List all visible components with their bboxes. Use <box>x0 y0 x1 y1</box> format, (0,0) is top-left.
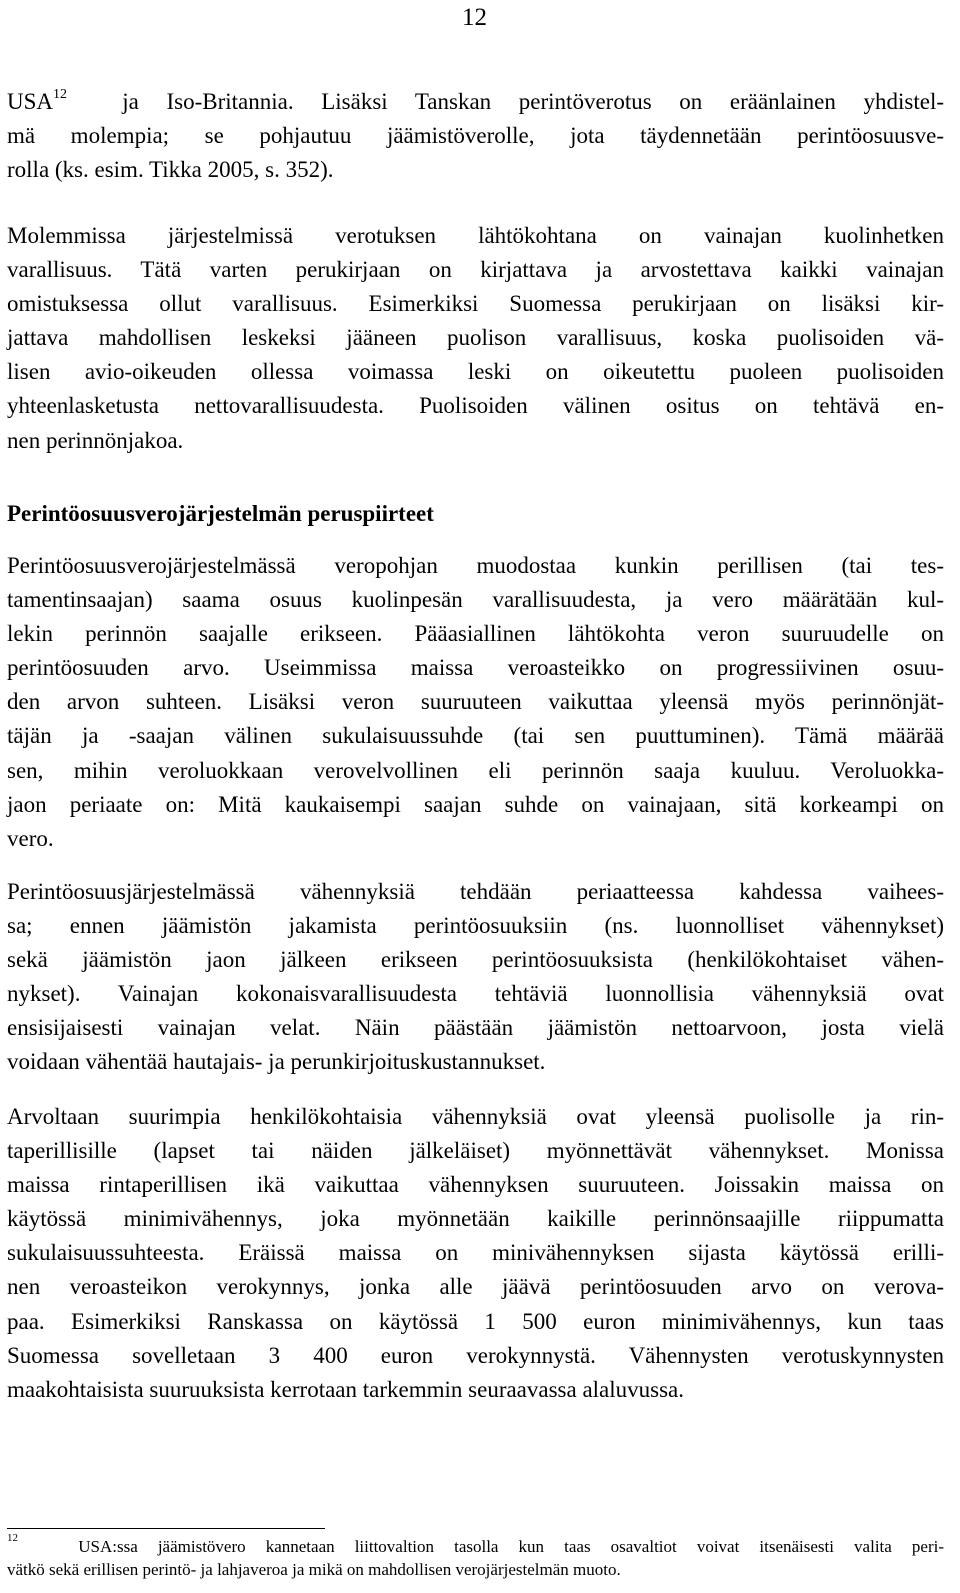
paragraph-line: Perintöosuusverojärjestelmässä veropohjan muodostaa kunkin perillisen (tai tes- <box>7 553 944 578</box>
paragraph-line: sukulaisuussuhteesta. Eräissä maissa on minivähennyksen sijasta käytössä erilli- <box>7 1240 944 1266</box>
paragraph-5 <box>7 1100 944 1407</box>
page-number: 12 <box>462 4 487 31</box>
footnote-marker: 12 <box>7 1532 18 1545</box>
paragraph-line: ensisijaisesti vainajan velat. Näin päästään jäämistön nettoarvoon, josta vielä <box>7 1015 944 1041</box>
footnote <box>7 1532 944 1581</box>
paragraph-4 <box>7 875 944 1080</box>
paragraph-line: sekä jäämistön jaon jälkeen erikseen perintöosuuksista (henkilökohtaiset vähen- <box>7 947 944 973</box>
paragraph-line: sa; ennen jäämistön jakamista perintöosuuksiin (ns. luonnolliset vähennykset) <box>7 913 944 939</box>
paragraph-line: lisen avio-oikeuden ollessa voimassa leski on oikeutettu puoleen puolisoiden <box>7 359 944 385</box>
paragraph-line: den arvon suhteen. Lisäksi veron suuruuteen vaikuttaa yleensä myös perinnönjät- <box>7 689 944 715</box>
section-heading: Perintöosuusverojärjestelmän peruspiirteet <box>7 501 434 526</box>
paragraph-line: nen veroasteikon verokynnys, jonka alle jäävä perintöosuuden arvo on verova- <box>7 1274 944 1300</box>
paragraph-line: taperillisille (lapset tai näiden jälkeläiset) myönnettävät vähennykset. Monissa <box>7 1138 944 1164</box>
paragraph-line: Perintöosuusjärjestelmässä vähennyksiä tehdään periaatteessa kahdessa vaihees- <box>7 879 944 904</box>
paragraph-line: USA$^{12}$ ja Iso-Britannia. Lisäksi Tanskan perintöverotus on eräänlainen yhdistel- <box>7 87 944 114</box>
paragraph-2 <box>7 219 944 458</box>
paragraph-line: nykset). Vainajan kokonaisvarallisuudesta tehtäviä luonnollisia vähennyksiä ovat <box>7 981 944 1007</box>
footnote-ref[interactable]: 12 <box>53 87 68 103</box>
paragraph-line: vero. <box>7 825 54 851</box>
paragraph-line: varallisuus. Tätä varten perukirjaan on kirjattava ja arvostettava kaikki vainajan <box>7 257 944 283</box>
paragraph-line: tamentinsaajan) saama osuus kuolinpesän varallisuudesta, ja vero määrätään kul- <box>7 587 944 613</box>
paragraph-3 <box>7 549 944 856</box>
paragraph-line: paa. Esimerkiksi Ranskassa on käytössä 1 500 euron minimivähennys, kun taas <box>7 1308 944 1334</box>
paragraph-line: sen, mihin veroluokkaan verovelvollinen eli perinnön saaja kuuluu. Veroluokka- <box>7 757 944 783</box>
paragraph-line: lekin perinnön saajalle erikseen. Pääasiallinen lähtökohta veron suuruudelle on <box>7 621 944 647</box>
paragraph-line: mä molempia; se pohjautuu jäämistöverolle, jota täydennetään perintöosuusve- <box>7 123 944 149</box>
paragraph-line: Arvoltaan suurimpia henkilökohtaisia vähennyksiä ovat yleensä puolisolle ja rin- <box>7 1104 944 1129</box>
paragraph-line: omistuksessa ollut varallisuus. Esimerkiksi Suomessa perukirjaan on lisäksi kir- <box>7 291 944 317</box>
footnote-divider <box>7 1528 325 1529</box>
paragraph-line: jaon periaate on: Mitä kaukaisempi saajan suhde on vainajaan, sitä korkeampi on <box>7 791 944 817</box>
country-usa: USA <box>7 89 54 114</box>
paragraph-line: rolla (ks. esim. Tikka 2005, s. 352). <box>7 157 334 183</box>
paragraph-line: nen perinnönjakoa. <box>7 427 184 453</box>
footnote-line: vätkö sekä erillisen perintö- ja lahjaveroa ja mikä on mahdollisen verojärjestelmän muoto. <box>7 1560 621 1579</box>
paragraph-line: maissa rintaperillisen ikä vaikuttaa vähennyksen suuruuteen. Joissakin maissa on <box>7 1172 944 1198</box>
paragraph-line: yhteenlasketusta nettovarallisuudesta. Puolisoiden välinen ositus on tehtävä en- <box>7 393 944 419</box>
paragraph-line: Suomessa sovelletaan 3 400 euron verokynnystä. Vähennysten verotuskynnysten <box>7 1342 944 1368</box>
paragraph-line: jattava mahdollisen leskeksi jääneen puolison varallisuus, koska puolisoiden vä- <box>7 325 944 351</box>
paragraph-line: Molemmissa järjestelmissä verotuksen lähtökohtana on vainajan kuolinhetken <box>7 223 944 248</box>
paragraph-line: käytössä minimivähennys, joka myönnetään kaikille perinnönsaajille riippumatta <box>7 1206 944 1232</box>
paragraph-line: maakohtaisista suuruuksista kerrotaan tarkemmin seuraavassa alaluvussa. <box>7 1376 685 1402</box>
paragraph-1 <box>7 85 944 187</box>
paragraph-line: täjän ja -saajan välinen sukulaisuussuhde (tai sen puuttuminen). Tämä määrää <box>7 723 944 749</box>
footnote-line: $^{12}$ USA:ssa jäämistövero kannetaan liittovaltion tasolla kun taas osavaltiot voivat itsenäisesti valita peri- <box>7 1532 944 1556</box>
paragraph-line: perintöosuuden arvo. Useimmissa maissa veroasteikko on progressiivinen osuu- <box>7 655 944 681</box>
paragraph-line: voidaan vähentää hautajais- ja perunkirjoituskustannukset. <box>7 1049 546 1075</box>
